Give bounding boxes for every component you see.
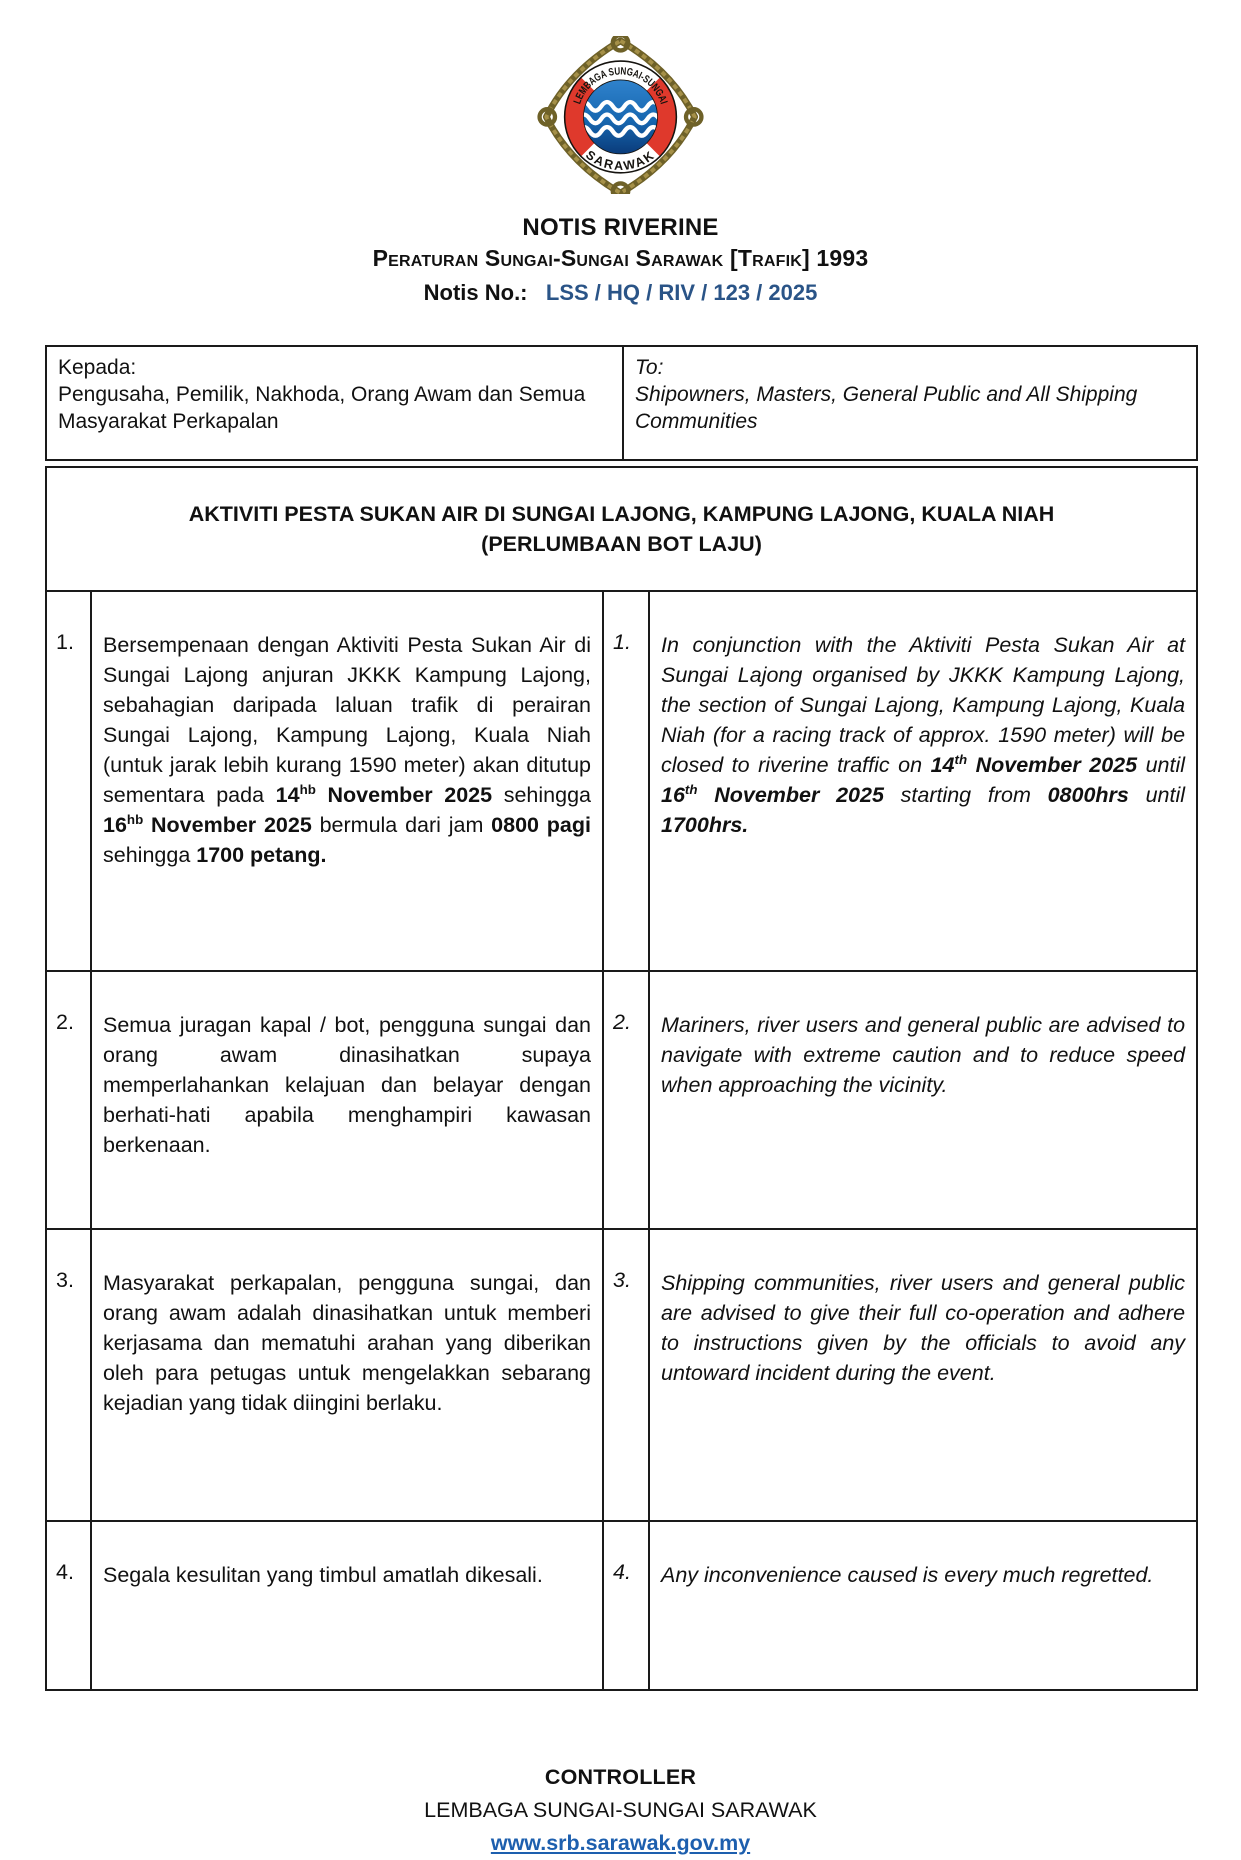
item-row-1	[46, 591, 1197, 971]
addressee-malay-cell	[46, 346, 623, 460]
logo-container	[0, 0, 1241, 199]
item3-text-malay: Masyarakat perkapalan, pengguna sungai, dan orang awam adalah dinasihatkan untuk memberi kerjasama dan mematuhi arahan yang diberikan oleh para petugas untuk mengelakkan sebarang kejadian yang tidak diingini berlaku.	[91, 1229, 603, 1521]
item4-number-english: 4.	[603, 1521, 649, 1690]
subject-line2: (PERLUMBAAN BOT LAJU)	[481, 532, 762, 556]
logo-bottom-text: SARAWAK	[583, 147, 658, 174]
item2-text-english: Mariners, river users and general public are advised to navigate with extreme caution and to reduce speed when approaching the vicinity.	[649, 971, 1197, 1229]
addressee-row	[46, 346, 1197, 460]
footer-url-link[interactable]: www.srb.sarawak.gov.my	[490, 1831, 751, 1855]
subject-row	[46, 467, 1197, 591]
item1-number-english: 1.	[603, 591, 649, 971]
footer-organisation: LEMBAGA SUNGAI-SUNGAI SARAWAK	[424, 1798, 817, 1822]
item3-number-malay: 3.	[46, 1229, 91, 1521]
notice-body-table	[45, 466, 1198, 1691]
item-row-3	[46, 1229, 1197, 1521]
item2-text-malay: Semua juragan kapal / bot, pengguna sungai dan orang awam dinasihatkan supaya memperlahankan kelajuan dan belayar dengan berhati-hati apabila menghampiri kawasan berkenaan.	[91, 971, 603, 1229]
item-row-4	[46, 1521, 1197, 1690]
item4-text-english: Any inconvenience caused is every much regretted.	[649, 1521, 1197, 1690]
item-row-2	[46, 971, 1197, 1229]
addressee-table	[45, 345, 1198, 461]
item1-number-malay: 1.	[46, 591, 91, 971]
notice-number-label: Notis No.:	[423, 280, 528, 305]
header-title-block	[0, 213, 1241, 308]
logo-top-text: LEMBAGA SUNGAI-SUNGAI	[571, 65, 670, 107]
notice-number-value: LSS / HQ / RIV / 123 / 2025	[545, 280, 818, 305]
item3-number-english: 3.	[603, 1229, 649, 1521]
addressee-english-label: To:	[635, 356, 664, 379]
item2-number-malay: 2.	[46, 971, 91, 1229]
addressee-malay-label: Kepada:	[58, 356, 137, 379]
item4-text-malay: Segala kesulitan yang timbul amatlah dikesali.	[91, 1521, 603, 1690]
notice-title: NOTIS RIVERINE	[522, 214, 719, 241]
addressee-malay-body: Pengusaha, Pemilik, Nakhoda, Orang Awam dan Semua Masyarakat Perkapalan	[58, 383, 586, 433]
addressee-english-cell	[623, 346, 1197, 460]
item4-number-malay: 4.	[46, 1521, 91, 1690]
notice-number-line	[0, 278, 1241, 308]
item1-text-malay: Bersempenaan dengan Aktiviti Pesta Sukan Air di Sungai Lajong anjuran JKKK Kampung Lajong, sebahagian daripada laluan trafik di perairan Sungai Lajong, Kampung Lajong, Kuala Niah (untuk jarak lebih kurang 1590 meter) akan ditutup sementara pada $14^{hb}$ November 2025 sehingga $16^{hb}$ November 2025 bermula dari jam 0800 pagi sehingga 1700 petang.	[91, 591, 603, 971]
item1-text-english: In conjunction with the Aktiviti Pesta Sukan Air at Sungai Lajong organised by JKKK Kampung Lajong, the section of Sungai Lajong, Kampung Lajong, Kuala Niah (for a racing track of approx. 1590 meter) will be closed to riverine traffic on 14th November 2025 until 16th November 2025 starting from 0800hrs until 1700hrs.	[649, 591, 1197, 971]
footer-controller: CONTROLLER	[544, 1765, 697, 1789]
notice-subtitle: Peraturan Sungai-Sungai Sarawak [Trafik] 1993	[372, 245, 869, 271]
item2-number-english: 2.	[603, 971, 649, 1229]
subject-cell	[46, 467, 1197, 591]
addressee-english-body: Shipowners, Masters, General Public and All Shipping Communities	[635, 383, 1138, 433]
subject-line1: AKTIVITI PESTA SUKAN AIR DI SUNGAI LAJONG, KAMPUNG LAJONG, KUALA NIAH	[188, 502, 1055, 526]
footer	[0, 1761, 1241, 1860]
lss-logo	[524, 36, 717, 194]
footer-url-line	[0, 1827, 1241, 1860]
item3-text-english: Shipping communities, river users and general public are advised to give their full co-operation and adhere to instructions given by the officials to avoid any untoward incident during the event.	[649, 1229, 1197, 1521]
